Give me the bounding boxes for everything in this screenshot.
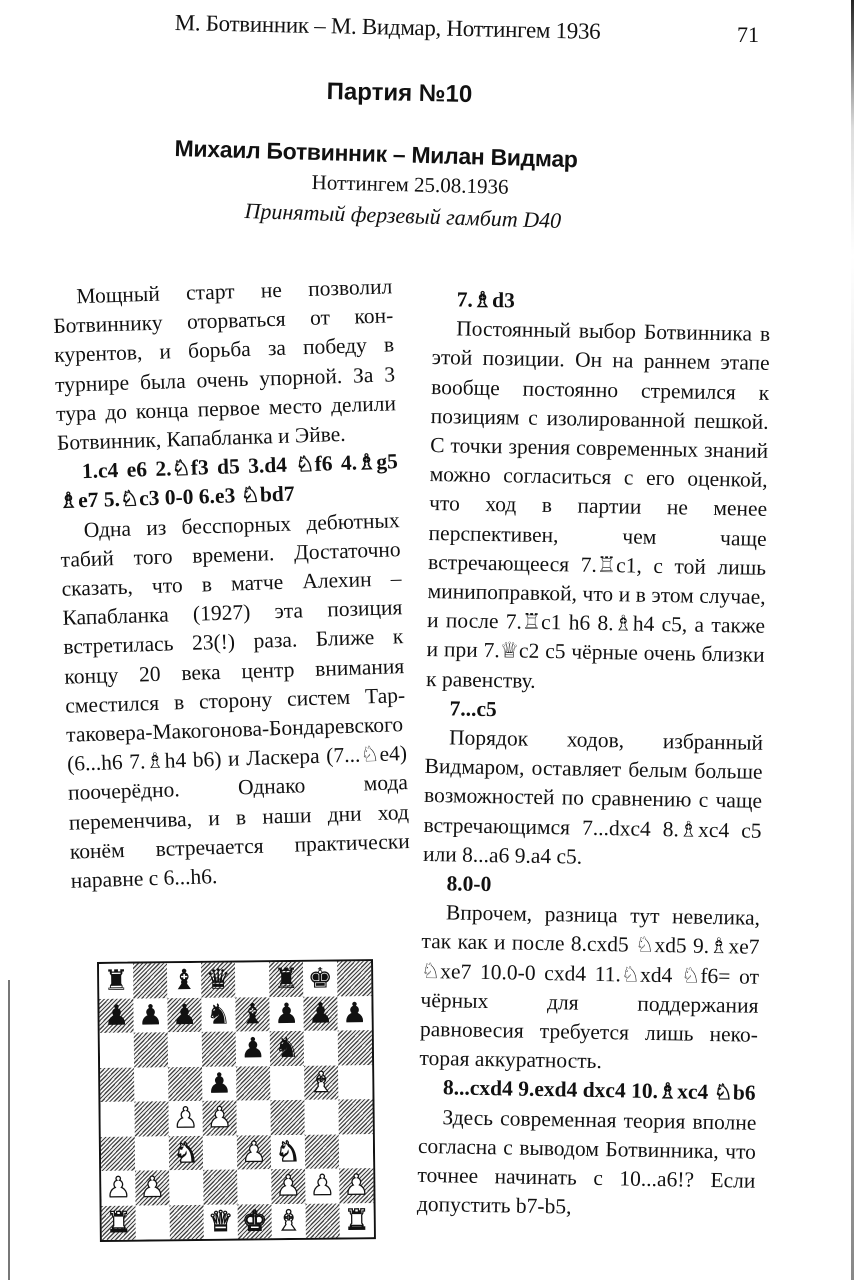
left-text-column [52,272,411,896]
square-d3 [203,1135,237,1170]
square-g1 [306,1203,340,1238]
square-d7 [201,997,235,1032]
square-e2 [237,1169,271,1204]
running-head: М. Ботвинник – М. Видмар, Ноттингем 1936 [174,10,601,44]
white-rook-icon: ♜ [343,1202,370,1237]
move-sequence: 7...c5 [449,696,497,722]
black-knight-icon: ♞ [205,997,232,1031]
square-d4 [202,1101,236,1136]
square-g5 [304,1065,338,1100]
square-h5 [338,1065,372,1100]
square-d8 [201,963,235,998]
square-a2 [101,1171,135,1206]
square-b6 [134,1032,168,1067]
white-pawn-icon: ♟ [139,1170,166,1204]
black-rook-icon: ♜ [103,963,129,998]
white-pawn-icon: ♟ [105,1170,132,1205]
square-h8 [337,961,371,996]
move-sequence: 1.c4 e6 2.♘f3 d5 3.d4 ♘f6 4.♗g5 ♗e7 5.♘c3 0-0 6.e3 ♘bd7 [58,449,399,514]
square-f6 [270,1031,304,1066]
square-e1 [238,1204,272,1239]
square-h4 [338,1099,372,1134]
square-a6 [100,1033,134,1068]
square-b1 [136,1205,170,1240]
square-g8 [303,961,337,996]
square-c3 [169,1135,203,1170]
square-f5 [270,1065,304,1100]
right-text-column [417,285,771,1225]
commentary-paragraph: Впрочем, разница тут невелика, так как и после 8.cxd5 ♘xd5 9.♗xe7 ♘xe7 10.0-0 cxd4 11.♘xd4 ♘f6= от чёрных для поддержания равновесия требуется лишь некоторая аккуратность. [419,900,761,1074]
game-opening: Принятый ферзевый гамбит D40 [244,198,562,233]
square-h6 [338,1030,372,1065]
move-sequence: 7.♗d3 [456,287,516,313]
white-pawn-icon: ♟ [206,1100,233,1135]
square-g2 [305,1168,339,1203]
square-f1 [272,1203,306,1238]
square-a4 [100,1102,134,1137]
black-king-icon: ♚ [307,961,333,996]
page-edge-shadow-left [8,980,10,1280]
square-a7 [99,998,133,1033]
white-pawn-icon: ♟ [309,1168,336,1203]
black-pawn-icon: ♟ [171,997,198,1031]
square-b8 [133,963,167,998]
square-a3 [101,1136,135,1171]
page-edge-shadow-right [851,0,854,1280]
square-c1 [170,1204,204,1239]
white-pawn-icon: ♟ [343,1168,370,1202]
white-pawn-icon: ♟ [275,1169,302,1203]
black-pawn-icon: ♟ [341,995,368,1030]
black-bishop-icon: ♝ [171,963,197,997]
black-bishop-icon: ♝ [239,996,266,1031]
square-d6 [202,1032,236,1067]
white-bishop-icon: ♝ [275,1203,302,1237]
square-f7 [269,996,303,1031]
square-d2 [203,1170,237,1205]
white-pawn-icon: ♟ [172,1101,199,1135]
square-c6 [168,1032,202,1067]
black-pawn-icon: ♟ [307,996,334,1030]
square-g4 [304,1099,338,1134]
square-e5 [236,1066,270,1101]
commentary-paragraph: Мощный старт не позволил Ботвиннику оторваться от конкурентов, и борьба за победу в турнире была очень упорной. За 3 тура до конца первое место делили Ботвинник, Капабланка и Эйве. [52,274,397,455]
square-a8 [99,964,133,999]
black-pawn-icon: ♟ [206,1066,232,1100]
white-queen-icon: ♛ [207,1204,234,1238]
square-h7 [337,996,371,1031]
move-sequence: 8...cxd4 9.exd4 dxc4 10.♗xc4 ♘b6 [442,1075,756,1106]
white-king-icon: ♚ [241,1203,268,1238]
square-e3 [237,1135,271,1170]
square-g6 [304,1030,338,1065]
square-b5 [134,1067,168,1102]
square-b3 [135,1136,169,1171]
black-pawn-icon: ♟ [240,1031,266,1065]
game-number-heading: Партия №10 [326,78,473,109]
square-f2 [271,1169,305,1204]
black-pawn-icon: ♟ [137,998,164,1032]
game-players: Михаил Ботвинник – Милан Видмар [174,135,579,173]
commentary-paragraph: Здесь современная теория вполне согласна с выводом Ботвинника, что точнее начинать с 10...a6!? Если допустить b7-b5, [416,1104,757,1219]
chess-diagram [97,959,376,1242]
square-f3 [271,1134,305,1169]
square-b4 [134,1101,168,1136]
square-h1 [340,1203,374,1238]
square-d1 [204,1204,238,1239]
white-knight-icon: ♞ [173,1135,199,1169]
black-rook-icon: ♜ [273,962,299,996]
square-h2 [339,1168,373,1203]
commentary-paragraph: Постоянный выбор Ботвинника в этой позиции. Он на раннем этапе вообще постоянно стремился к позициям с изолированной пешкой. С точки зрения современных знаний можно согласиться с его оценкой, что ход в партии не менее перспективен, чем чаще встречающееся 7.♖c1, с той лишь минипоправкой, что и в этом случае, и после 7.♖c1 h6 8.♗h4 c5, а также и при 7.♕c2 c5 чёрные очень близки к равенству. [425,316,771,693]
square-c4 [168,1101,202,1136]
square-e4 [236,1100,270,1135]
black-queen-icon: ♛ [205,962,231,997]
white-bishop-icon: ♝ [308,1065,334,1099]
square-g3 [305,1134,339,1169]
square-f8 [269,962,303,997]
chess-board [99,961,374,1240]
square-c7 [167,997,201,1032]
square-e8 [235,962,269,997]
square-a1 [102,1205,136,1240]
game-place-date: Ноттингем 25.08.1936 [311,170,509,199]
white-rook-icon: ♜ [105,1205,132,1239]
commentary-paragraph: Одна из бесспорных дебютных табий того времени. Достаточно сказать, что в матче Алехин – Капабланка (1927) эта позиция встретилась 23(!) раза. Ближе к концу 20 века центр внимания сместился в сторону систем Тартаковера-Макогонова-Бондаревского (6...h6 7.♗h4 b6) и Ласкера (7...♘e4) поочерёдно. Однако мода переменчива, и в наши дни ход конём встречается практически наравне с 6...h6. [60,507,411,893]
black-pawn-icon: ♟ [273,996,300,1030]
square-f4 [270,1100,304,1135]
black-knight-icon: ♞ [274,1031,300,1065]
square-b2 [135,1170,169,1205]
square-e7 [235,997,269,1032]
square-a5 [100,1067,134,1102]
square-g7 [303,996,337,1031]
square-h3 [339,1134,373,1169]
square-c2 [169,1170,203,1205]
white-knight-icon: ♞ [275,1134,301,1168]
square-b7 [133,998,167,1033]
square-e6 [236,1031,270,1066]
square-c5 [168,1066,202,1101]
white-pawn-icon: ♟ [241,1134,267,1169]
page-number: 71 [737,22,759,47]
move-sequence: 8.0-0 [446,871,492,897]
square-d5 [202,1066,236,1101]
black-pawn-icon: ♟ [103,998,130,1032]
square-c8 [167,963,201,998]
commentary-paragraph: Порядок ходов, избранный Видмаром, оставляет белым больше возможностей по сравнению с чаще встречающимся 7...dxc4 8.♗xc4 c5 или 8...a6 9.a4 c5. [422,725,764,869]
